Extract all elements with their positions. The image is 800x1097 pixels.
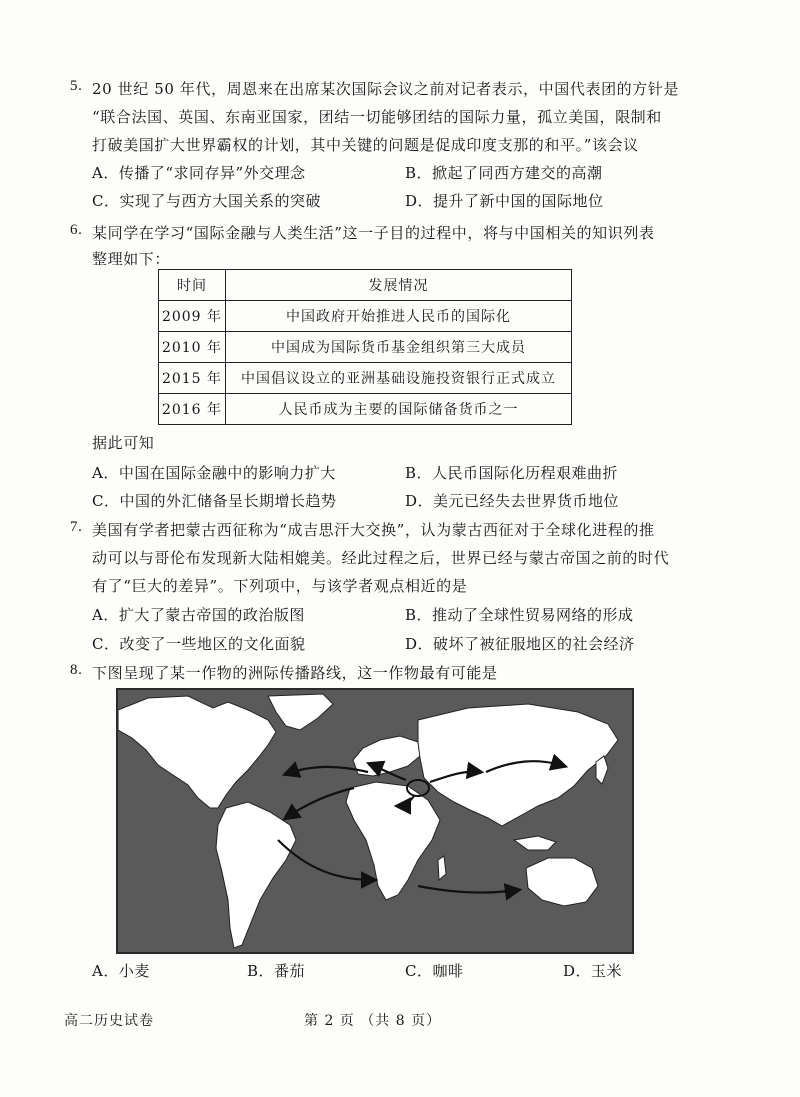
q5-stem-line-1: 20 世纪 50 年代，周恩来在出席某次国际会议之前对记者表示，中国代表团的方针是 — [92, 80, 680, 98]
q7-option-d[interactable]: D．破坏了被征服地区的社会经济 — [405, 635, 635, 653]
world-map-svg — [118, 690, 632, 952]
south-america-landmass — [216, 802, 296, 948]
q5-number: 5. — [70, 78, 83, 94]
q6-option-b[interactable]: B．人民币国际化历程艰难曲折 — [405, 464, 619, 482]
table-cell-event: 中国政府开始推进人民币的国际化 — [226, 301, 572, 332]
table-row — [159, 394, 572, 425]
table-cell-year: 2009 年 — [159, 301, 226, 332]
q8-option-c[interactable]: C．咖啡 — [405, 962, 464, 980]
q5-option-d[interactable]: D．提升了新中国的国际地位 — [405, 192, 604, 210]
q6-option-d[interactable]: D．美元已经失去世界货币地位 — [405, 492, 620, 510]
knowledge-table — [158, 269, 572, 425]
q7-stem-line-1: 美国有学者把蒙古西征称为“成吉思汗大交换”，认为蒙古西征对于全球化进程的推 — [92, 521, 655, 539]
north-america-landmass — [118, 696, 276, 808]
table-row — [159, 332, 572, 363]
q7-option-b[interactable]: B．推动了全球性贸易网络的形成 — [405, 606, 634, 624]
table-cell-event: 中国成为国际货币基金组织第三大成员 — [226, 332, 572, 363]
table-cell-event: 中国倡议设立的亚洲基础设施投资银行正式成立 — [226, 363, 572, 394]
table-cell-event: 人民币成为主要的国际储备货币之一 — [226, 394, 572, 425]
q8-option-a[interactable]: A．小麦 — [92, 962, 150, 980]
q6-option-a[interactable]: A．中国在国际金融中的影响力扩大 — [92, 464, 336, 482]
q7-stem-line-3: 有了“巨大的差异”。下列项中，与该学者观点相近的是 — [92, 577, 468, 595]
asia-landmass — [418, 704, 618, 826]
q7-option-c[interactable]: C．改变了一些地区的文化面貌 — [92, 635, 306, 653]
q7-stem-line-2: 动可以与哥伦布发现新大陆相媲美。经此过程之后，世界已经与蒙古帝国之前的时代 — [92, 549, 670, 567]
japan-landmass — [596, 756, 608, 784]
q8-stem: 下图呈现了某一作物的洲际传播路线，这一作物最有可能是 — [92, 664, 498, 682]
table-header-row — [159, 270, 572, 301]
southeast-asia-islands — [514, 836, 556, 850]
q5-stem-line-3: 打破美国扩大世界霸权的计划，其中关键的问题是促成印度支那的和平。”该会议 — [92, 136, 639, 154]
table-cell-year: 2015 年 — [159, 363, 226, 394]
table-row — [159, 363, 572, 394]
footer-exam-title: 高二历史试卷 — [64, 1013, 154, 1029]
q6-stem-line-1: 某同学在学习“国际金融与人类生活”这一子目的过程中，将与中国相关的知识列表 — [92, 224, 655, 242]
australia-landmass — [526, 858, 598, 906]
q6-number: 6. — [70, 222, 83, 238]
table-header-development: 发展情况 — [226, 270, 572, 301]
q5-option-a[interactable]: A．传播了“求同存异”外交理念 — [92, 164, 306, 182]
q7-option-a[interactable]: A．扩大了蒙古帝国的政治版图 — [92, 606, 305, 624]
route-arrow-to-caribbean — [286, 788, 354, 818]
greenland-landmass — [268, 694, 333, 730]
table-row — [159, 301, 572, 332]
crop-route-world-map — [116, 688, 634, 954]
table-cell-year: 2010 年 — [159, 332, 226, 363]
q5-option-b[interactable]: B．掀起了同西方建交的高潮 — [405, 164, 603, 182]
africa-landmass — [346, 782, 440, 900]
footer-page-number: 第 2 页 （共 8 页） — [304, 1013, 442, 1029]
q6-conclusion-prompt: 据此可知 — [92, 434, 155, 452]
q5-option-c[interactable]: C．实现了与西方大国关系的突破 — [92, 192, 321, 210]
q6-stem-line-2: 整理如下： — [92, 250, 171, 268]
route-arrow-to-australia — [418, 886, 518, 893]
table-cell-year: 2016 年 — [159, 394, 226, 425]
q7-number: 7. — [70, 519, 83, 535]
q5-stem-line-2: “联合法国、英国、东南亚国家，团结一切能够团结的国际力量，孤立美国，限制和 — [92, 108, 662, 126]
madagascar-landmass — [438, 856, 446, 880]
q8-option-b[interactable]: B．番茄 — [247, 962, 306, 980]
q6-option-c[interactable]: C．中国的外汇储备呈长期增长趋势 — [92, 492, 337, 510]
table-header-time: 时间 — [159, 270, 226, 301]
q8-option-d[interactable]: D．玉米 — [563, 962, 623, 980]
q8-number: 8. — [70, 662, 83, 678]
